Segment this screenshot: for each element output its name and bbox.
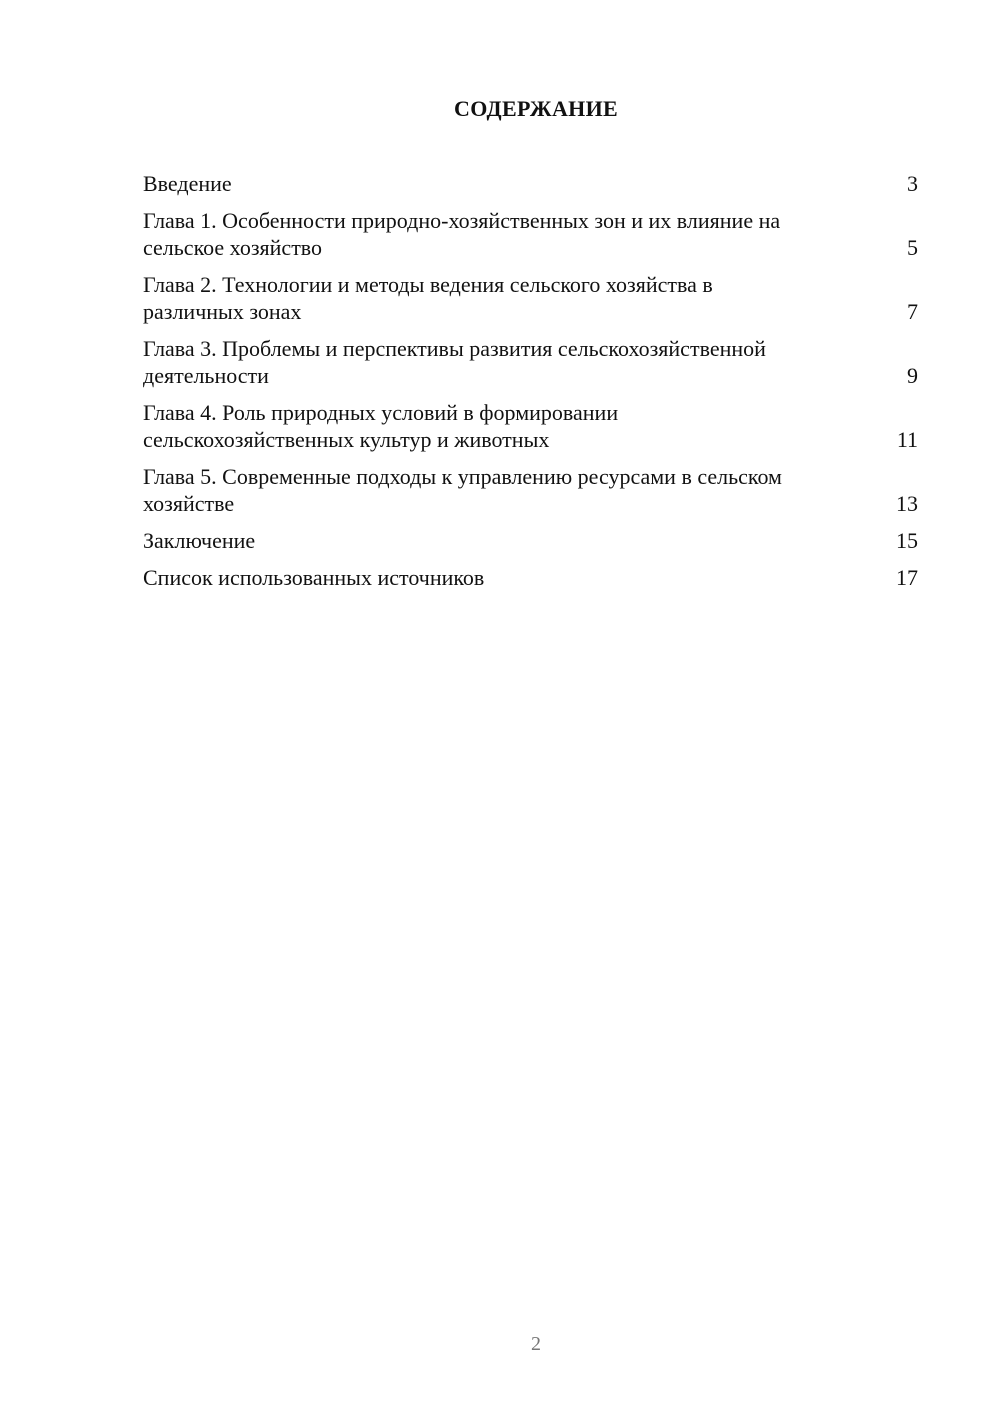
toc-entry-text: Список использованных источников [143, 565, 485, 590]
toc-entry-conclusion [143, 527, 918, 554]
toc-entry-text: Введение [143, 171, 232, 196]
toc-entry-chapter-5 [143, 463, 918, 517]
toc-entry-page: 13 [896, 491, 918, 516]
toc-entry-references [143, 564, 918, 591]
toc-entry-page: 11 [896, 427, 918, 452]
toc-entry-introduction [143, 170, 918, 197]
page-title: СОДЕРЖАНИЕ [454, 96, 618, 121]
toc-entry-text: Глава 3. Проблемы и перспективы развития сельскохозяйственной деятельности [143, 336, 766, 388]
toc-entry-text: Глава 1. Особенности природно-хозяйственных зон и их влияние на сельское хозяйство [143, 208, 781, 260]
toc-entry-page: 15 [896, 528, 918, 553]
toc-entry-text: Глава 2. Технологии и методы ведения сельского хозяйства в различных зонах [143, 272, 713, 324]
toc-entry-text: Глава 5. Современные подходы к управлению ресурсами в сельском хозяйстве [143, 464, 782, 516]
toc-entry-page: 5 [907, 235, 918, 260]
toc-entry-page: 7 [907, 299, 918, 324]
toc-entry-chapter-2 [143, 271, 918, 325]
toc-entry-page: 9 [907, 363, 918, 388]
table-of-contents [143, 170, 918, 601]
toc-entry-chapter-1 [143, 207, 918, 261]
page-number: 2 [531, 1333, 541, 1355]
toc-entry-page: 3 [907, 171, 918, 196]
toc-entry-page: 17 [896, 565, 918, 590]
toc-entry-chapter-3 [143, 335, 918, 389]
toc-entry-chapter-4 [143, 399, 918, 453]
toc-entry-text: Глава 4. Роль природных условий в формировании сельскохозяйственных культур и животных [143, 400, 619, 452]
toc-entry-text: Заключение [143, 528, 256, 553]
